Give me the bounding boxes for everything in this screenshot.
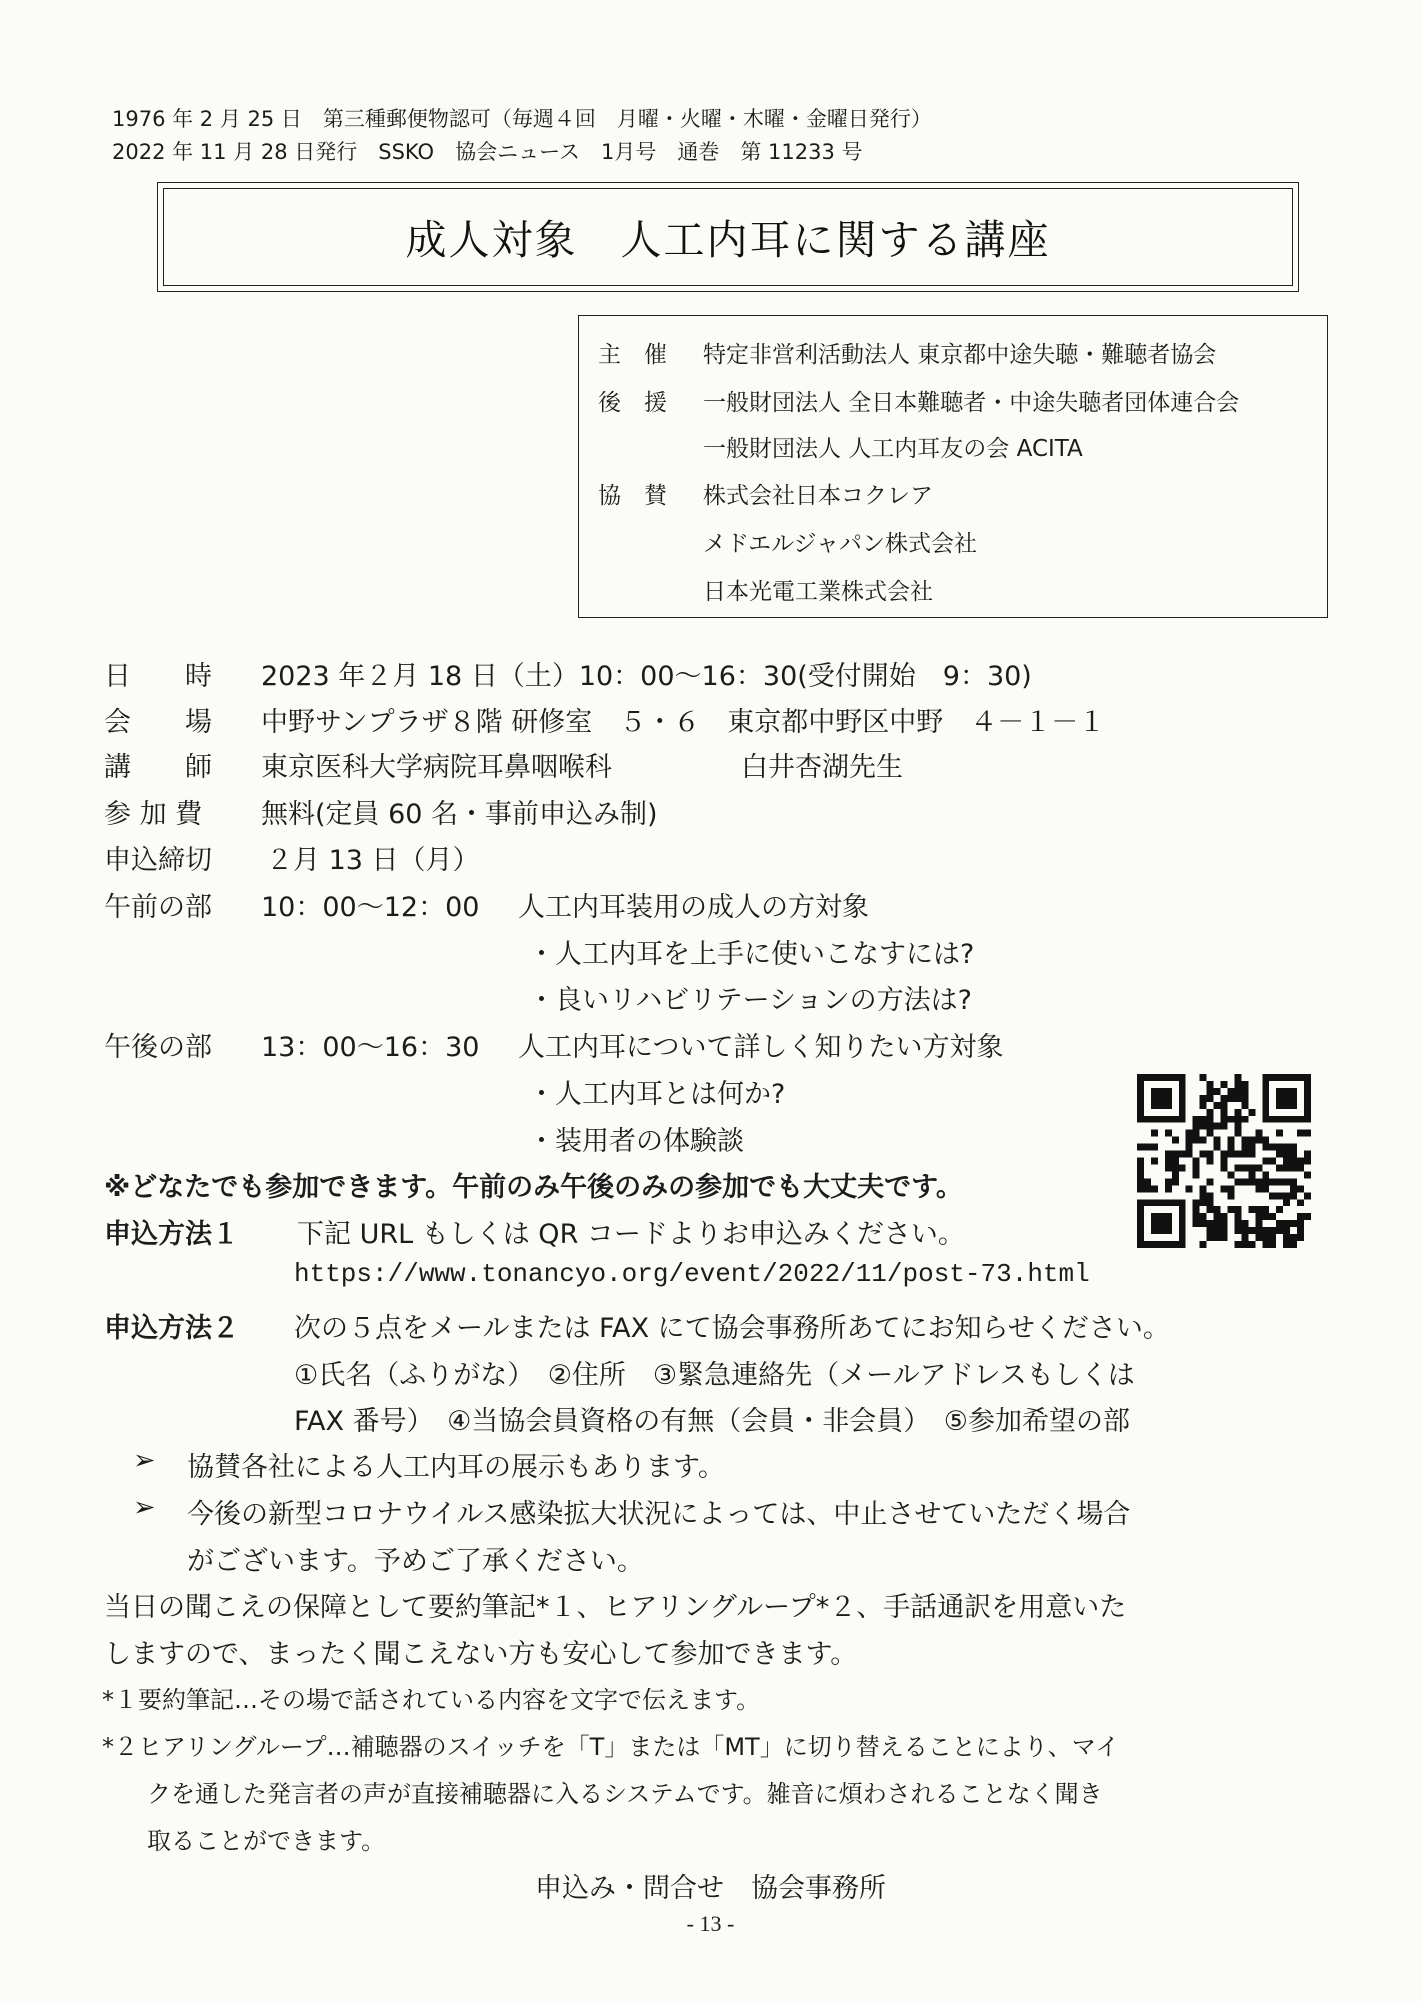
footnote-2-line-3: 取ることができます。 [147, 1827, 386, 1855]
header-line-2: 2022 年 11 月 28 日発行 SSKO 協会ニュース 1月号 通巻 第 11233 号 [112, 140, 863, 164]
cosponsor-1: 株式会社日本コクレア [703, 483, 933, 509]
footnote-1: *１要約筆記…その場で話されている内容を文字で伝えます。 [102, 1686, 761, 1714]
event-date: 2023 年２月 18 日（土）10：00～16：30(受付開始 9：30) [261, 661, 1032, 692]
support-org-1: 一般財団法人 全日本難聴者・中途失聴者団体連合会 [703, 390, 1240, 416]
apply1-text: 下記 URL もしくは QR コードよりお申込みください。 [297, 1219, 965, 1250]
header-line-1: 1976 年 2 月 25 日 第三種郵便物認可（毎週４回 月曜・火曜・木曜・金曜日発行） [112, 107, 932, 131]
notice: ※どなたでも参加できます。午前のみ午後のみの参加でも大丈夫です。 [104, 1172, 963, 1203]
morning-topic-2: ・良いリハビリテーションの方法は? [528, 985, 972, 1016]
title-box [157, 182, 1299, 292]
morning-topic-1: ・人工内耳を上手に使いこなすには? [528, 939, 975, 970]
page-number: - 13 - [686, 1911, 735, 1936]
lecturer-name: 白井杏湖先生 [741, 752, 903, 783]
cosponsor-label: 協 賛 [598, 483, 667, 509]
deadline: ２月 13 日（月） [266, 845, 480, 876]
apply2-line-3: FAX 番号） ④当協会員資格の有無（会員・非会員） ⑤参加希望の部 [294, 1406, 1131, 1437]
qr-code-icon[interactable] [1137, 1074, 1311, 1248]
date-label: 日 時 [104, 661, 212, 692]
afternoon-label: 午後の部 [104, 1032, 212, 1063]
footnote-2-line-2: クを通した発言者の声が直接補聴器に入るシステムです。雑音に煩わされることなく聞き [147, 1780, 1103, 1808]
lecturer-affiliation: 東京医科大学病院耳鼻咽喉科 [261, 752, 612, 783]
host-label: 主 催 [598, 342, 667, 368]
lecturer-label: 講 師 [104, 752, 212, 783]
afternoon-topic-2: ・装用者の体験談 [528, 1126, 744, 1157]
bullet-arrow-icon: ➢ [133, 1492, 156, 1523]
footnote-2-line-1: *２ヒアリングループ…補聴器のスイッチを「T」または「MT」に切り替えることにより、マイ [102, 1733, 1120, 1761]
fee-label: 参 加 費 [104, 799, 203, 830]
cosponsor-2: メドエルジャパン株式会社 [703, 531, 978, 557]
host-name: 特定非営利活動法人 東京都中途失聴・難聴者協会 [703, 342, 1217, 368]
fee: 無料(定員 60 名・事前申込み制) [261, 799, 658, 830]
access-line-2: しますので、まったく聞こえない方も安心して参加できます。 [104, 1639, 858, 1670]
apply2-line-1: 次の５点をメールまたは FAX にて協会事務所あてにお知らせください。 [294, 1313, 1170, 1344]
contact-line: 申込み・問合せ 協会事務所 [535, 1873, 886, 1904]
afternoon-time: 13：00～16：30 [261, 1032, 480, 1063]
morning-target: 人工内耳装用の成人の方対象 [518, 892, 869, 923]
apply2-line-2: ①氏名（ふりがな） ②住所 ③緊急連絡先（メールアドレスもしくは [294, 1360, 1135, 1391]
bullet-exhibit: 協賛各社による人工内耳の展示もあります。 [187, 1452, 725, 1483]
deadline-label: 申込締切 [104, 845, 212, 876]
bullet-covid-line-2: がございます。予めご了承ください。 [187, 1546, 644, 1577]
afternoon-target: 人工内耳について詳しく知りたい方対象 [518, 1032, 1004, 1063]
support-org-2: 一般財団法人 人工内耳友の会 ACITA [703, 436, 1083, 462]
morning-time: 10：00～12：00 [261, 892, 480, 923]
cosponsor-3: 日本光電工業株式会社 [703, 579, 933, 605]
afternoon-topic-1: ・人工内耳とは何か? [528, 1079, 786, 1110]
morning-label: 午前の部 [104, 892, 212, 923]
bullet-covid-line-1: 今後の新型コロナウイルス感染拡大状況によっては、中止させていただく場合 [187, 1499, 1131, 1530]
venue: 中野サンプラザ８階 研修室 ５・６ 東京都中野区中野 ４－１－１ [261, 707, 1106, 738]
page-title: 成人対象 人工内耳に関する講座 [405, 216, 1051, 264]
apply-url-link[interactable]: https://www.tonancyo.org/event/2022/11/post-73.html [294, 1259, 1090, 1289]
access-line-1: 当日の聞こえの保障として要約筆記*１、ヒアリングループ*２、手話通訳を用意いた [104, 1592, 1127, 1623]
support-label: 後 援 [598, 390, 667, 416]
apply1-label: 申込方法１ [104, 1219, 239, 1250]
venue-label: 会 場 [104, 707, 212, 738]
bullet-arrow-icon: ➢ [133, 1445, 156, 1476]
apply2-label: 申込方法２ [104, 1313, 239, 1344]
